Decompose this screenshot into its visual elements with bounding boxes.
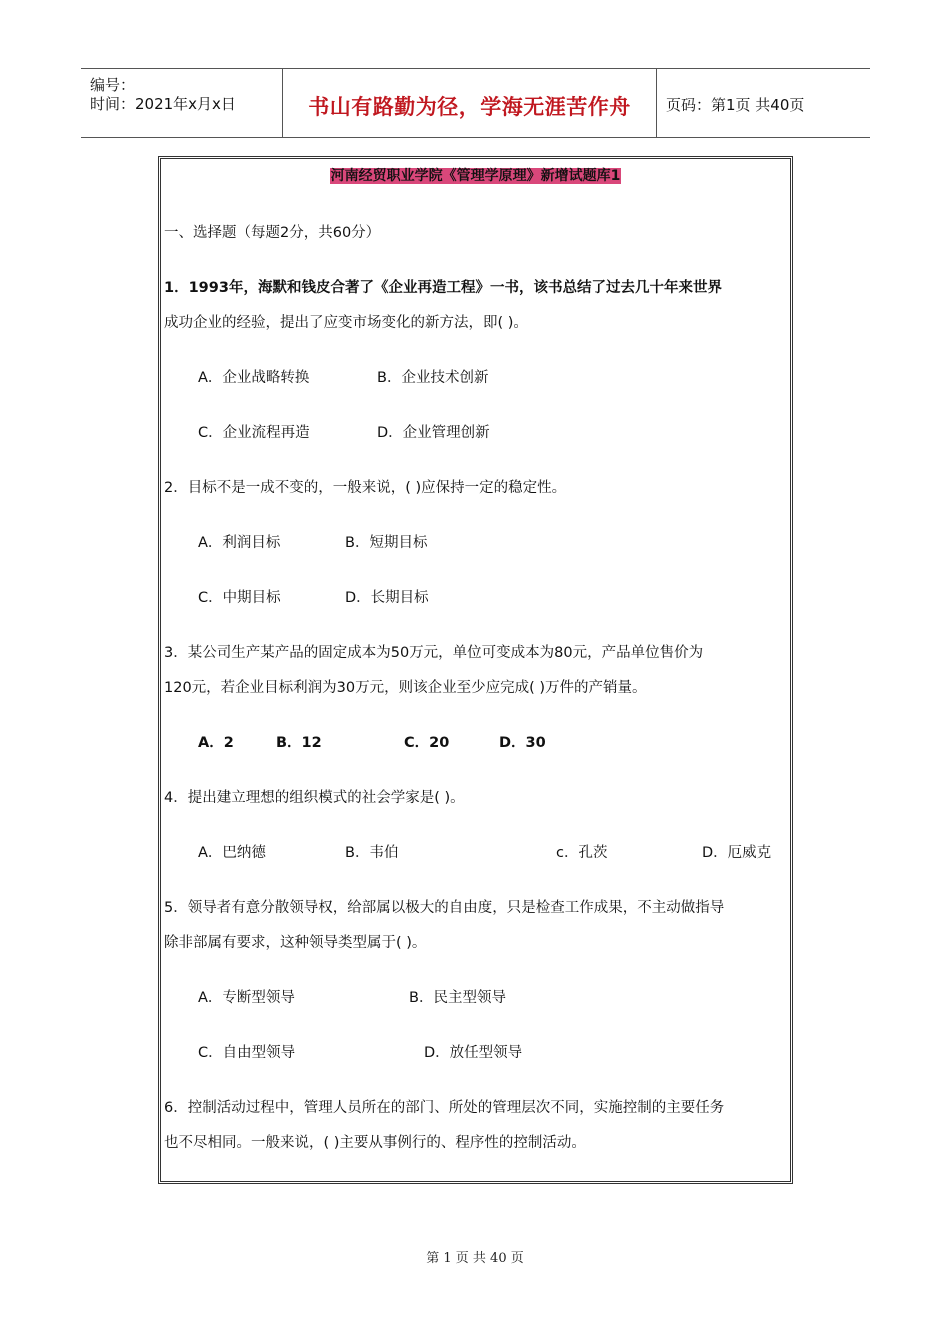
document-time: 时间：2021年x月x日 [90, 95, 236, 113]
header-page-cell [656, 69, 870, 137]
question-1-option-d: D．企业管理创新 [377, 425, 490, 441]
question-6-line-1: 6．控制活动过程中，管理人员所在的部门、所处的管理层次不同，实施控制的主要任务 [164, 1100, 725, 1116]
question-3-option-a: A．2 [198, 735, 234, 751]
question-2-line-1: 2．目标不是一成不变的，一般来说，( )应保持一定的稳定性。 [164, 480, 567, 496]
header-motto: 书山有路勤为径，学海无涯苦作舟 [308, 94, 631, 119]
question-2-option-d: D．长期目标 [345, 590, 429, 606]
question-5-option-b: B．民主型领导 [409, 990, 506, 1006]
question-2-option-a: A．利润目标 [198, 535, 281, 551]
question-1-option-c: C．企业流程再造 [198, 425, 310, 441]
document-number: 编号： [90, 76, 136, 94]
question-3-line-1: 3．某公司生产某产品的固定成本为50万元，单位可变成本为80元，产品单位售价为 [164, 645, 704, 661]
question-6-line-2: 也不尽相同。一般来说，( )主要从事例行的、程序性的控制活动。 [164, 1135, 586, 1151]
question-1-line-2: 成功企业的经验，提出了应变市场变化的新方法，即( )。 [164, 315, 528, 331]
header-page-info: 页码：第1页 共40页 [666, 96, 805, 114]
document-title [161, 165, 790, 185]
question-4-option-c: c．孔茨 [556, 845, 608, 861]
question-3-option-d: D．30 [499, 735, 546, 751]
question-5-option-d: D．放任型领导 [424, 1045, 523, 1061]
document-title-text: 河南经贸职业学院《管理学原理》新增试题库1 [330, 168, 621, 184]
question-1-option-a: A．企业战略转换 [198, 370, 310, 386]
question-3-option-b: B．12 [276, 735, 322, 751]
page-footer: 第 1 页 共 40 页 [426, 1251, 524, 1266]
question-3-line-2: 120元，若企业目标利润为30万元，则该企业至少应完成( )万件的产销量。 [164, 680, 647, 696]
question-4-option-a: A．巴纳德 [198, 845, 266, 861]
question-box [158, 156, 793, 1184]
section-heading: 一、选择题（每题2分，共60分） [164, 225, 381, 241]
question-2-option-c: C．中期目标 [198, 590, 281, 606]
page-header [81, 68, 870, 138]
question-4-option-b: B．韦伯 [345, 845, 399, 861]
question-5-line-1: 5．领导者有意分散领导权，给部属以极大的自由度，只是检查工作成果，不主动做指导 [164, 900, 725, 916]
question-5-option-a: A．专断型领导 [198, 990, 295, 1006]
question-2-option-b: B．短期目标 [345, 535, 428, 551]
question-1-line-1: 1．1993年，海默和钱皮合著了《企业再造工程》一书，该书总结了过去几十年来世界 [164, 280, 722, 296]
question-4-option-d: D．厄威克 [702, 845, 772, 861]
question-4-line-1: 4．提出建立理想的组织模式的社会学家是( )。 [164, 790, 465, 806]
question-1-option-b: B．企业技术创新 [377, 370, 489, 386]
header-motto-cell [282, 69, 657, 137]
question-5-line-2: 除非部属有要求，这种领导类型属于( )。 [164, 935, 427, 951]
question-5-option-c: C．自由型领导 [198, 1045, 296, 1061]
question-3-option-c: C．20 [404, 735, 450, 751]
header-meta-cell [81, 69, 282, 137]
